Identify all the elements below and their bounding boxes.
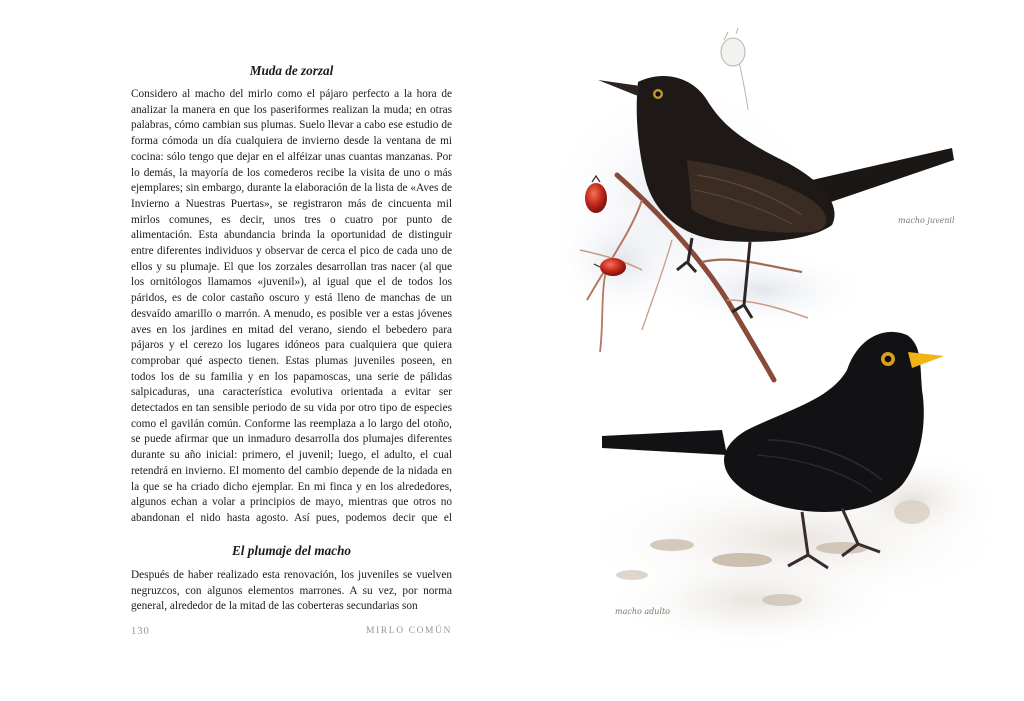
section-title-muda: Muda de zorzal — [249, 63, 334, 78]
text-column — [131, 62, 452, 615]
page-number: 130 — [131, 626, 150, 637]
caption-adult: macho adulto — [615, 607, 670, 616]
section-body-plumaje: Después de haber realizado esta renovación, los juveniles se vuelven negruzcos, con algunos elementos marrones. A su vez, por norma general, alrededor de la mitad de las coberteras secundarias son — [131, 569, 452, 613]
caption-juvenile: macho juvenil — [898, 216, 955, 225]
page-footer — [131, 626, 452, 637]
right-page — [512, 0, 1024, 701]
section-body-muda: Considero al macho del mirlo como el pájaro perfecto a la hora de analizar la manera en que los paseriformes realizan la muda; en otras palabras, cómo cambian sus plumas. Suelo llevar a cabo ese estudio de forma cómoda un día cualquiera de invierno desde la ventana de mi cocina: sólo tengo que dejar en el alféizar unas cuantas manzanas. Por lo demás, la mayoría de los comederos recibe la visita de uno o más ejemplares; sin embargo, durante la elaboración de la lista de «Aves de Invierno a Nuestras Puertas», se registraron más de cincuenta mil mirlos comunes, es decir, unos tres o cuatro por punto de alimentación. Esta abundancia brinda la oportunidad de distinguir entre diferentes individuos y observar de cerca el pico de cada uno de ellos y su plumaje. El que los zorzales desarrollan tras nacer (al que los ornitólogos llamamos «juvenil»), al igual que el de todos los páridos, es de color castaño oscuro y está lleno de manchas de un desvaído amarillo o marrón. A menudo, es posible ver a estas jóvenes aves en los jardines en mitad del verano, siendo el bebedero para pájaros y el cerezo los lugares idóneos para cualquiera que quiera comprobar qué aspecto tienen. Estas plumas juveniles poseen, en todos los de su familia y en los papamoscas, una serie de pálidas salpicaduras, una característica evolutiva orientada a evitar ser detectados en tan sensible periodo de su vida por otro tipo de especies como el gavilán común. Conforme las reemplaza a lo largo del otoño, se puede afirmar que un inmaduro desarrolla dos plumajes diferentes durante su año inicial: primero, el juvenil; luego, el adulto, el cual retendrá en invierno. El momento del cambio depende de la nidada en la que se ha criado dicho ejemplar. En mi finca y en los alrededores, algunos echan a volar a principios de mayo, mientras que otros no abandonan el nido hasta agosto. Así pues, podemos decir que el — [131, 88, 452, 524]
blackbird-illustration — [512, 0, 1024, 701]
running-head: MIRLO COMÚN — [366, 626, 452, 636]
section-title-plumaje: El plumaje del macho — [231, 543, 352, 558]
